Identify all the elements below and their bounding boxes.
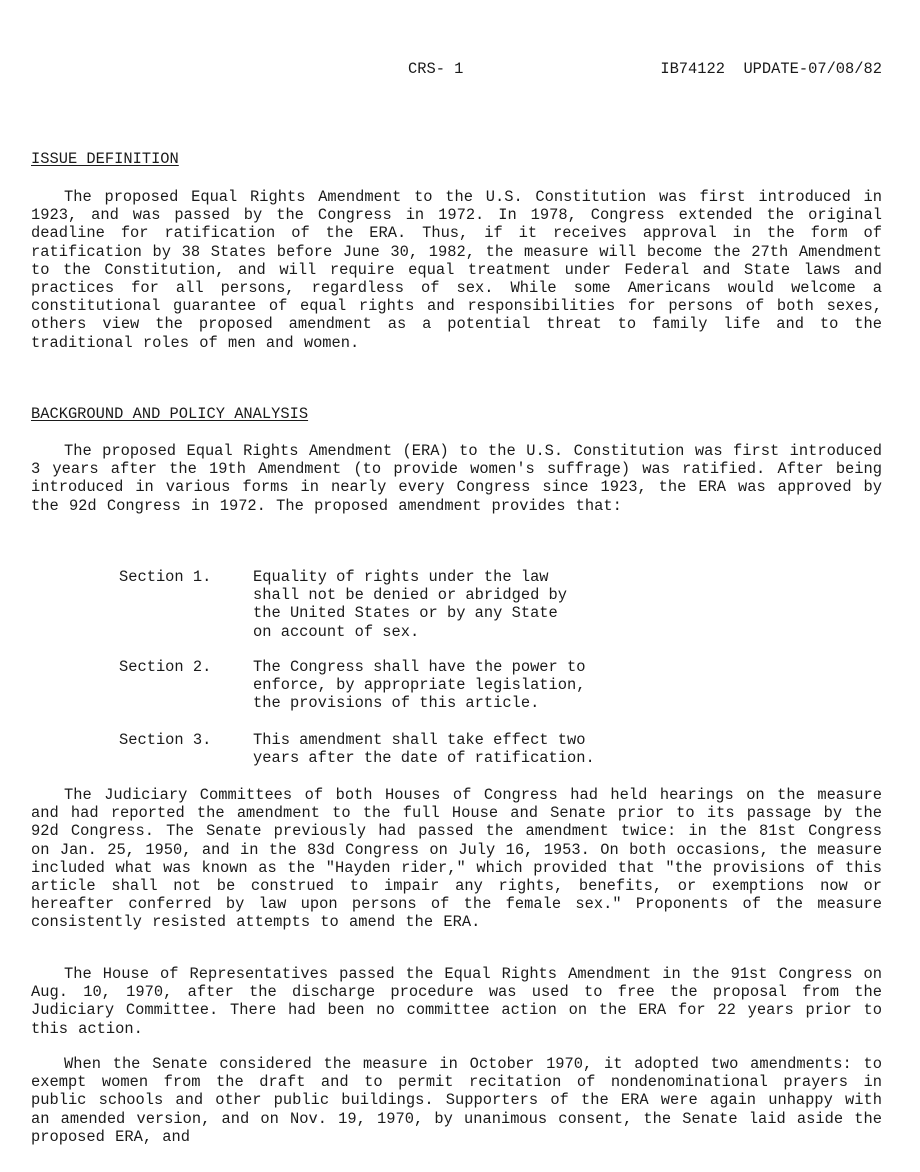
issue-definition-paragraph: The proposed Equal Rights Amendment to the U.S. Constitution was first introduced in 1923, and was passed by the Congress in 1972. In 1978, Congress extended the original deadline for ratification of the ERA. Thus, if it receives approval in the form of ratification by 38 States before June 30, 1982, the measure will become the 27th Amendment to the Constitution, and will require equal treatment under Federal and State laws and practices for all persons, regardless of sex. While some Americans would welcome a constitutional guarantee of equal rights and responsibilities for persons of both sexes, others view the proposed amendment as a potential threat to family life and to the traditional roles of men and women.	[31, 188, 882, 352]
section-line: The Congress shall have the power to	[253, 658, 586, 676]
section-line: the United States or by any State	[253, 604, 558, 623]
section-label: Section 3.	[119, 731, 212, 749]
section-line: the provisions of this article.	[253, 694, 540, 713]
section-text	[253, 731, 693, 767]
section-line: shall not be denied or abridged by	[253, 586, 568, 605]
background-intro-paragraph: The proposed Equal Rights Amendment (ERA) to the U.S. Constitution was first introduced 3 years after the 19th Amendment (to provide women's suffrage) was ratified. After being introduced in various forms in nearly every Congress since 1923, the ERA was approved by the 92d Congress in 1972. The proposed amendment provides that:	[31, 442, 882, 515]
page-header	[31, 60, 882, 80]
document-id: IB74122 UPDATE-07/08/82	[660, 60, 882, 78]
section-line: on account of sex.	[253, 622, 420, 641]
background-heading: BACKGROUND AND POLICY ANALYSIS	[31, 405, 309, 423]
section-text	[253, 658, 693, 713]
house-passage-paragraph: The House of Representatives passed the Equal Rights Amendment in the 91st Congress on Aug. 10, 1970, after the discharge procedure was used to free the proposal from the Judiciary Committee. There had been no committee action on the ERA for 22 years prior to this action.	[31, 965, 882, 1038]
section-text	[253, 568, 693, 641]
section-label: Section 2.	[119, 658, 212, 676]
page-label: CRS- 1	[408, 60, 464, 78]
section-line: This amendment shall take effect two	[253, 731, 586, 749]
issue-definition-heading: ISSUE DEFINITION	[31, 150, 179, 168]
judiciary-committees-paragraph: The Judiciary Committees of both Houses of Congress had held hearings on the measure and had reported the amendment to the full House and Senate prior to its passage by the 92d Congress. The Senate previously had passed the amendment twice: in the 81st Congress on Jan. 25, 1950, and in the 83d Congress on July 16, 1953. On both occasions, the measure included what was known as the "Hayden rider," which provided that "the provisions of this article shall not be construed to impair any rights, benefits, or exemptions now or hereafter conferred by law upon persons of the female sex." Proponents of the measure consistently resisted attempts to amend the ERA.	[31, 786, 882, 932]
section-line: enforce, by appropriate legislation,	[253, 676, 586, 695]
senate-consideration-paragraph: When the Senate considered the measure in October 1970, it adopted two amendments: to exempt women from the draft and to permit recitation of nondenominational prayers in public schools and other public buildings. Supporters of the ERA were again unhappy with an amended version, and on Nov. 19, 1970, by unanimous consent, the Senate laid aside the proposed ERA, and	[31, 1055, 882, 1146]
section-label: Section 1.	[119, 568, 212, 586]
section-line: Equality of rights under the law	[253, 568, 549, 586]
section-line: years after the date of ratification.	[253, 749, 595, 768]
